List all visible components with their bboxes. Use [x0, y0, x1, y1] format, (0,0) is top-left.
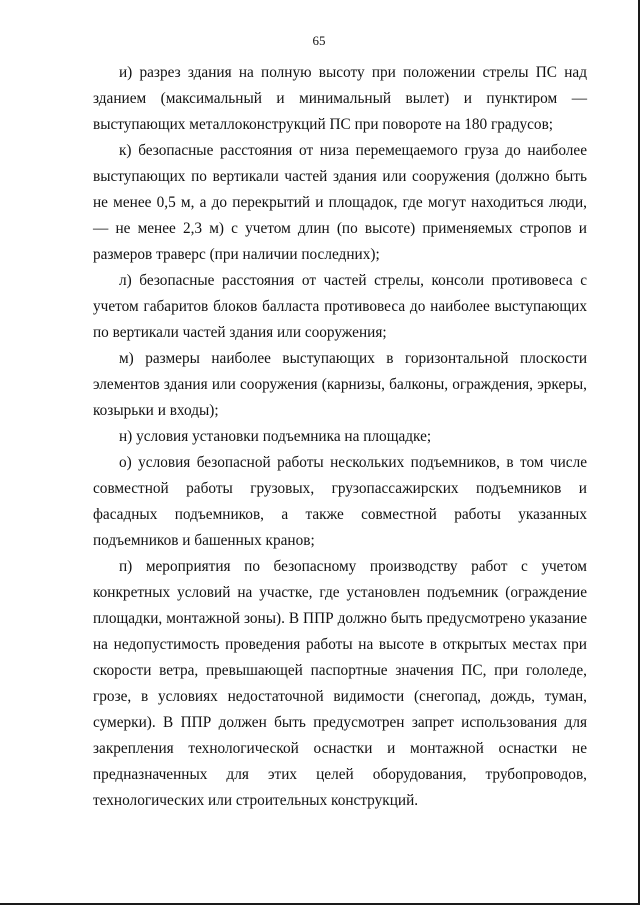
document-body: [93, 60, 587, 814]
paragraph-n: н) условия установки подъемника на площадке;: [119, 428, 432, 445]
paragraph-i: и) разрез здания на полную высоту при положении стрелы ПС над зданием (максимальный и минимальный вылет) и пунктиром — выступающих металлоконструкций ПС при повороте на 180 градусов;: [93, 64, 587, 133]
page-number: 65: [312, 33, 326, 48]
paragraph-l: л) безопасные расстояния от частей стрелы, консоли противовеса с учетом габаритов блоков балласта противовеса до наиболее выступающих по вертикали частей здания или сооружения;: [93, 272, 587, 341]
paragraph-k: к) безопасные расстояния от низа перемещаемого груза до наиболее выступающих по вертикали частей здания или сооружения (должно быть не менее 0,5 м, а до перекрытий и площадок, где могут находиться люди, — не менее 2,3 м) с учетом длин (по высоте) применяемых стропов и размеров траверс (при наличии последних);: [93, 142, 587, 263]
paragraph-o: о) условия безопасной работы нескольких подъемников, в том числе совместной работы грузовых, грузопассажирских подъемников и фасадных подъемников, а также совместной работы указанных подъемников и башенных кранов;: [93, 454, 587, 549]
paragraph-p: п) мероприятия по безопасному производству работ с учетом конкретных условий на участке, где установлен подъемник (ограждение площадки, монтажной зоны). В ППР должно быть предусмотрено указание на недопустимость проведения работы на высоте в открытых местах при скорости ветра, превышающей паспортные значения ПС, при гололеде, грозе, в условиях недостаточной видимости (снегопад, дождь, туман, сумерки). В ППР должен быть предусмотрен запрет использования для закрепления технологической оснастки и монтажной оснастки не предназначенных для этих целей оборудования, трубопроводов, технологических или строительных конструкций.: [93, 558, 587, 809]
paragraph-m: м) размеры наиболее выступающих в горизонтальной плоскости элементов здания или сооружения (карнизы, балконы, ограждения, эркеры, козырьки и входы);: [93, 350, 587, 419]
